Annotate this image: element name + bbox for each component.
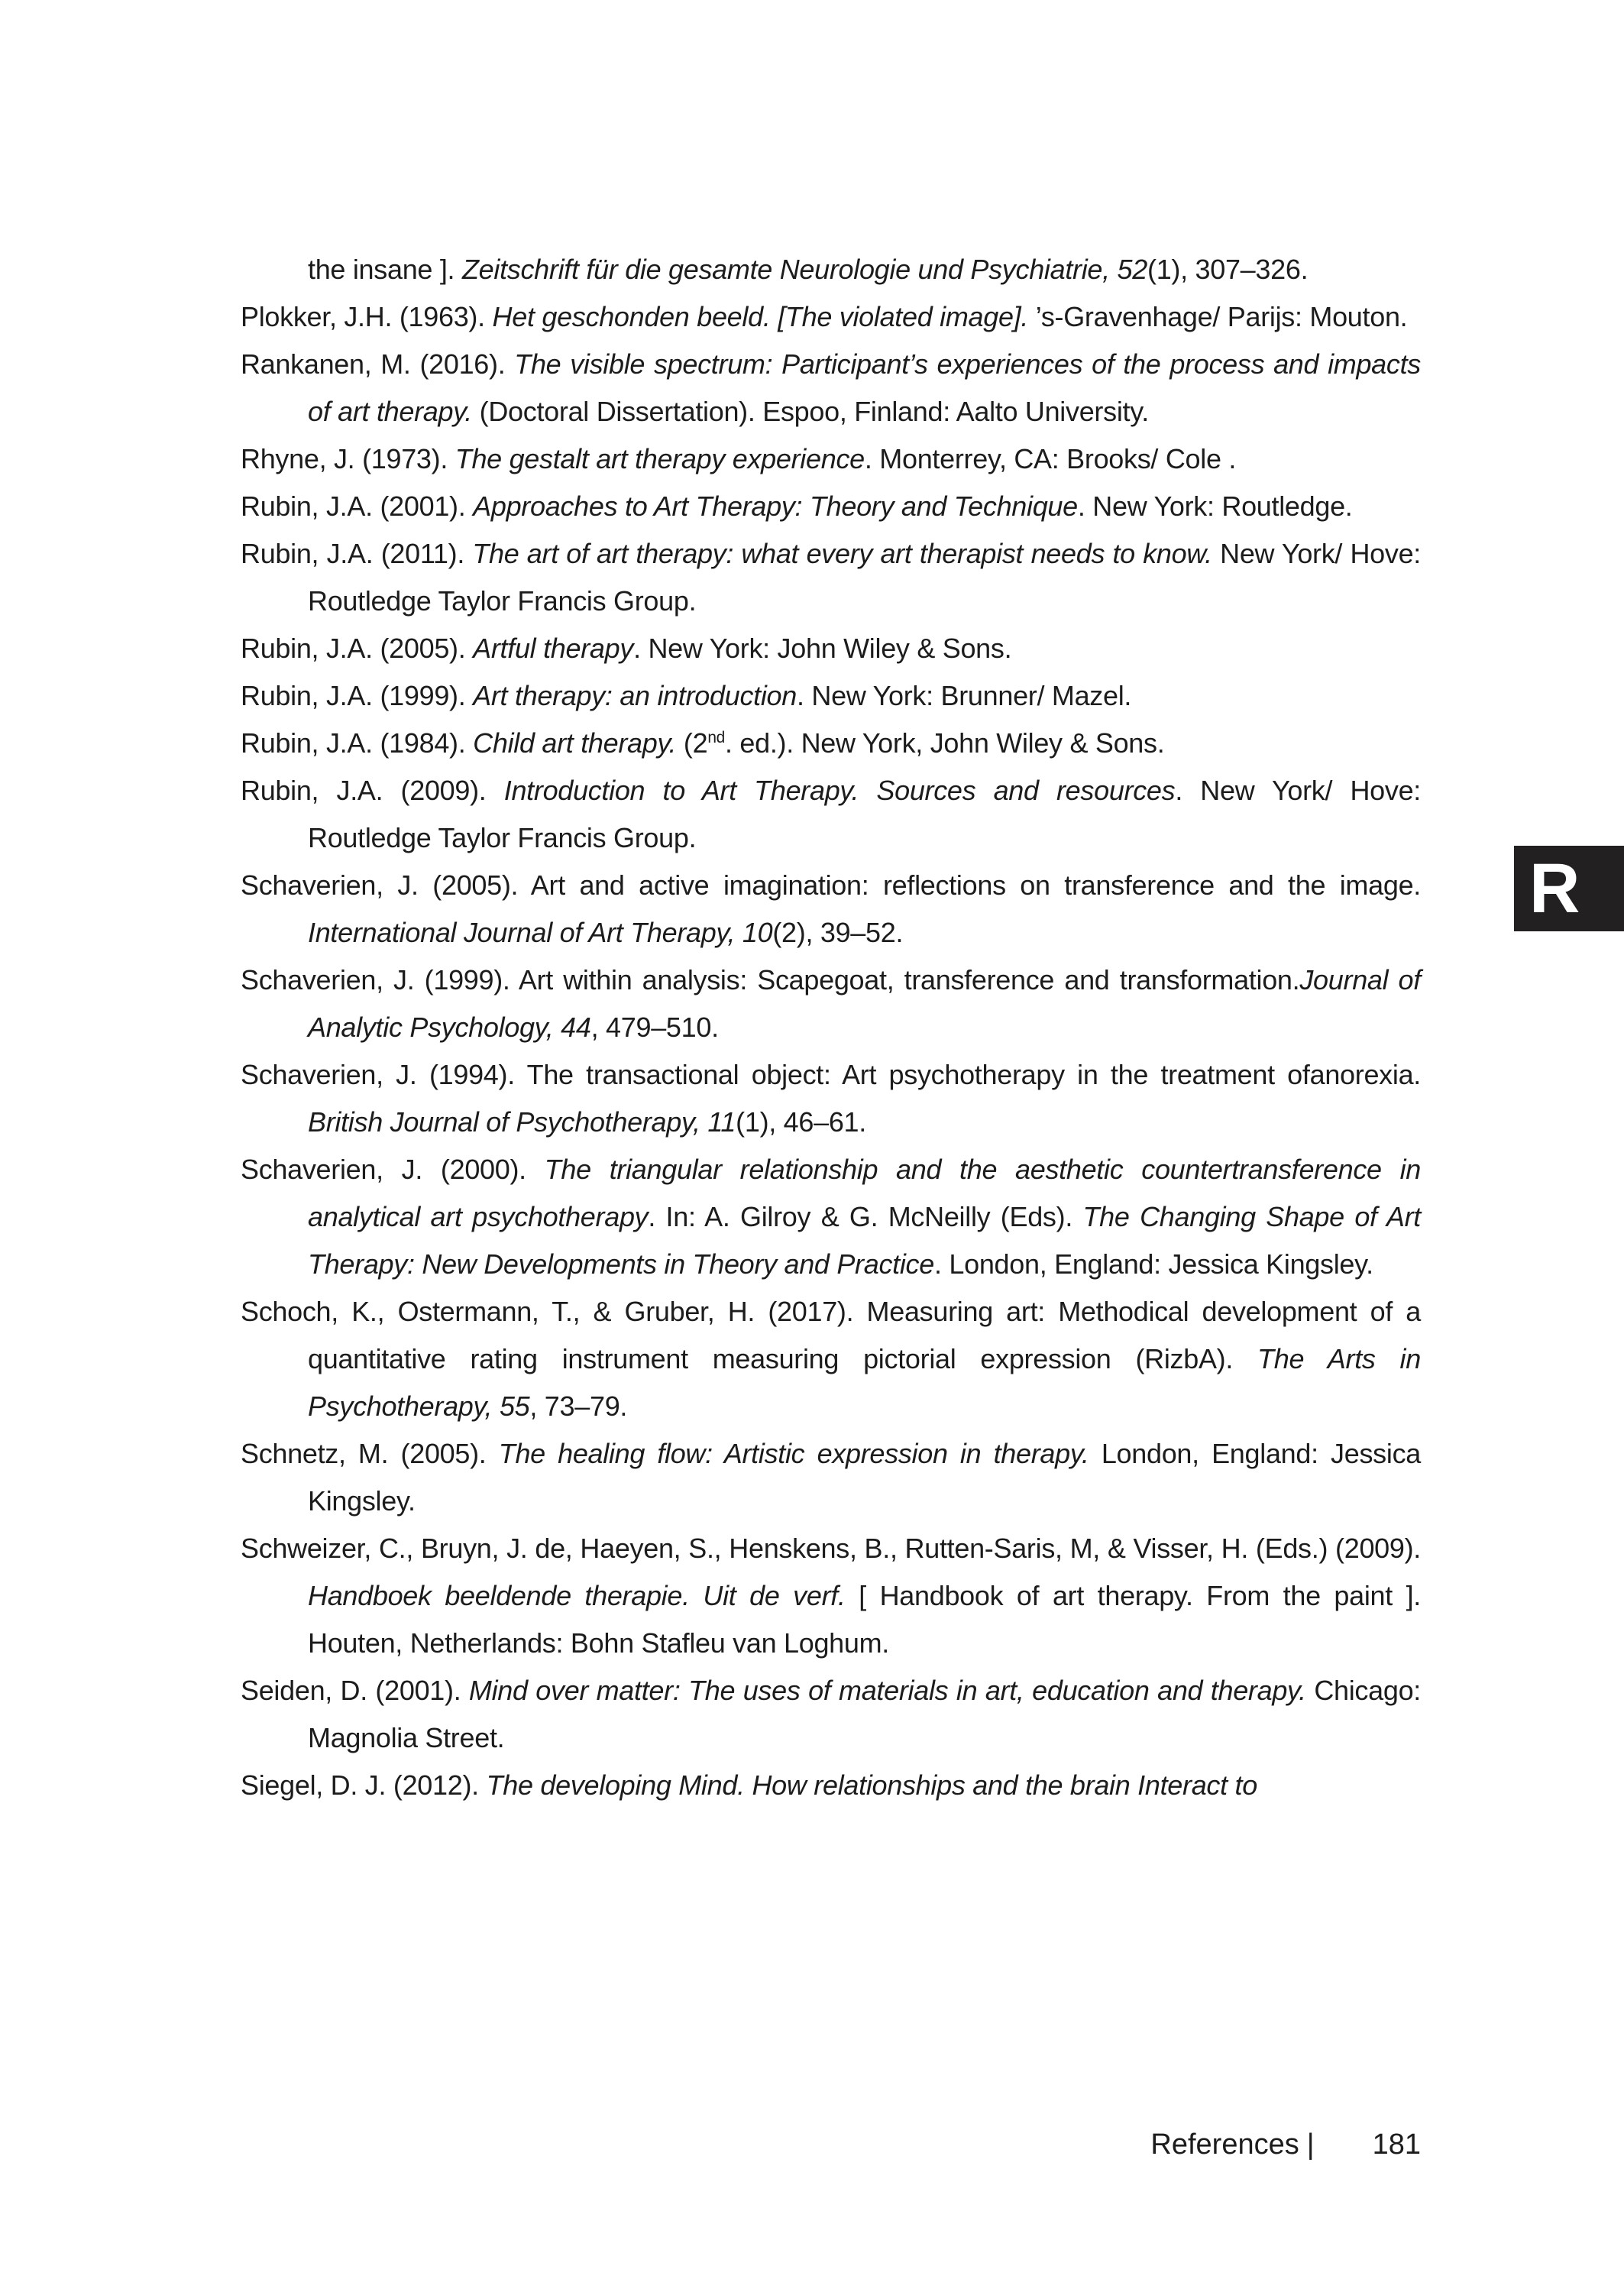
reference-text-segment: Schnetz, M. (2005). bbox=[241, 1438, 499, 1469]
reference-text-segment: Journal of Analytic Psychology, 44 bbox=[308, 964, 1421, 1043]
reference-text-segment: Artful therapy bbox=[473, 633, 634, 664]
reference-entry bbox=[241, 483, 1421, 530]
reference-text-segment: Rankanen, M. (2016). bbox=[241, 348, 515, 380]
reference-text-segment: (2 bbox=[683, 727, 708, 759]
reference-text-segment: Schaverien, J. (2000). bbox=[241, 1154, 545, 1185]
reference-text-segment: the insane ]. bbox=[308, 254, 462, 285]
reference-text-segment: The healing flow: Artistic expression in therapy. bbox=[498, 1438, 1102, 1469]
reference-text-segment: Child art therapy. bbox=[473, 727, 684, 759]
reference-text-segment: Schoch, K., Ostermann, T., & Gruber, H. (2017). Measuring art: Methodical development of a quantitative rating instrument measuring pictorial expression (RizbA). bbox=[241, 1296, 1421, 1374]
reference-text-segment: Schweizer, C., Bruyn, J. de, Haeyen, S., Henskens, B., Rutten-Saris, M, & Visser, H. (Eds.) (2009). bbox=[241, 1533, 1421, 1564]
reference-text-segment: . New York: John Wiley & Sons. bbox=[633, 633, 1012, 664]
reference-text-segment: Schaverien, J. (1994). The transactional object: Art psychotherapy in the treatment ofanorexia. bbox=[241, 1059, 1421, 1090]
footer-page-number: 181 bbox=[1372, 2129, 1421, 2161]
reference-text-segment: Rubin, J.A. (1984). bbox=[241, 727, 474, 759]
reference-text-segment: [ Handbook of art therapy. From the paint ]. Houten, Netherlands: Bohn Stafleu van Loghum. bbox=[308, 1580, 1421, 1659]
reference-text-segment: Het geschonden beeld. [The violated image]. bbox=[492, 301, 1036, 332]
reference-entry bbox=[241, 1288, 1421, 1430]
reference-text-segment: . Monterrey, CA: Brooks/ Cole . bbox=[864, 443, 1237, 474]
reference-text-segment: Siegel, D. J. (2012). bbox=[241, 1769, 487, 1801]
reference-text-segment: . London, England: Jessica Kingsley. bbox=[933, 1248, 1373, 1280]
reference-text-segment: The art of art therapy: what every art therapist needs to know. bbox=[472, 538, 1221, 569]
reference-text-segment: The triangular relationship and the aesthetic countertransference in analytical art psychotherapy bbox=[308, 1154, 1422, 1232]
reference-text-segment: Zeitschrift für die gesamte Neurologie und Psychiatrie, 52 bbox=[461, 254, 1148, 285]
reference-text-segment: International Journal of Art Therapy, 10 bbox=[308, 917, 773, 948]
reference-text-segment: The developing Mind. How relationships and the brain Interact to bbox=[486, 1769, 1257, 1801]
reference-text-segment: Rubin, J.A. (2011). bbox=[241, 538, 473, 569]
reference-text-segment: The visible spectrum: Participant’s experiences of the process and impacts of art therapy. bbox=[308, 348, 1422, 427]
reference-entry bbox=[241, 341, 1421, 435]
reference-entry bbox=[241, 862, 1421, 957]
reference-text-segment: , 479–510. bbox=[590, 1012, 719, 1043]
reference-text-segment: Art therapy: an introduction bbox=[473, 680, 797, 711]
footer-section-label: References bbox=[1150, 2129, 1299, 2161]
reference-text-segment: Rhyne, J. (1973). bbox=[241, 443, 455, 474]
reference-text-segment: (2), 39–52. bbox=[772, 917, 904, 948]
chapter-index-tab bbox=[1514, 846, 1624, 931]
reference-entry bbox=[241, 293, 1421, 341]
reference-text-segment: Handboek beeldende therapie. Uit de verf. bbox=[308, 1580, 859, 1611]
reference-text-segment: Schaverien, J. (1999). Art within analysis: Scapegoat, transference and transformation. bbox=[241, 964, 1300, 995]
reference-text-segment: Seiden, D. (2001). bbox=[241, 1675, 469, 1706]
reference-text-segment: . New York: Routledge. bbox=[1077, 490, 1353, 522]
reference-entry bbox=[241, 625, 1421, 672]
reference-text-segment: Rubin, J.A. (2001). bbox=[241, 490, 474, 522]
reference-text-segment: Rubin, J.A. (2005). bbox=[241, 633, 474, 664]
reference-text-segment: New York/ Hove: Routledge Taylor Francis Group. bbox=[308, 538, 1422, 617]
reference-text-segment: Introduction to Art Therapy. Sources and resources bbox=[503, 775, 1176, 806]
reference-text-segment: (1), 307–326. bbox=[1147, 254, 1309, 285]
reference-entry bbox=[241, 957, 1421, 1051]
reference-text-segment: Chicago: Magnolia Street. bbox=[308, 1675, 1421, 1753]
reference-text-segment: , 73–79. bbox=[529, 1390, 628, 1422]
page-footer bbox=[1150, 2125, 1421, 2164]
reference-entry bbox=[241, 435, 1421, 483]
reference-text-segment: Schaverien, J. (2005). Art and active imagination: reflections on transference and the image. bbox=[241, 869, 1421, 901]
reference-entry bbox=[241, 1667, 1421, 1762]
reference-entry bbox=[241, 767, 1421, 862]
reference-entry-continuation bbox=[241, 246, 1421, 293]
reference-entry bbox=[241, 530, 1421, 625]
reference-entry bbox=[241, 672, 1421, 720]
reference-entry bbox=[241, 1762, 1421, 1809]
reference-entry bbox=[241, 1146, 1421, 1288]
reference-text-segment: The gestalt art therapy experience bbox=[455, 443, 865, 474]
reference-text-segment: (1), 46–61. bbox=[736, 1106, 866, 1138]
reference-text-segment: The Arts in Psychotherapy, 55 bbox=[308, 1343, 1421, 1422]
reference-text-segment: Approaches to Art Therapy: Theory and Technique bbox=[473, 490, 1078, 522]
references-list bbox=[241, 246, 1421, 1809]
reference-entry bbox=[241, 1430, 1421, 1525]
reference-text-segment: (Doctoral Dissertation). Espoo, Finland: Aalto University. bbox=[479, 396, 1149, 427]
reference-text-segment: . In: A. Gilroy & G. McNeilly (Eds). bbox=[648, 1201, 1083, 1232]
reference-text-segment: The Changing Shape of Art Therapy: New Developments in Theory and Practice bbox=[308, 1201, 1421, 1280]
chapter-index-tab-letter: R bbox=[1529, 850, 1580, 927]
reference-text-segment: London, England: Jessica Kingsley. bbox=[308, 1438, 1421, 1517]
reference-text-segment: Plokker, J.H. (1963). bbox=[241, 301, 493, 332]
reference-text-segment: Rubin, J.A. (1999). bbox=[241, 680, 474, 711]
reference-text-segment: Mind over matter: The uses of materials in art, education and therapy. bbox=[468, 1675, 1315, 1706]
reference-entry bbox=[241, 1051, 1421, 1146]
reference-text-segment: . New York: Brunner/ Mazel. bbox=[797, 680, 1132, 711]
reference-entry bbox=[241, 720, 1421, 767]
reference-text-segment: ’s-Gravenhage/ Parijs: Mouton. bbox=[1035, 301, 1408, 332]
superscript-ordinal: nd bbox=[707, 729, 725, 746]
reference-text-segment: British Journal of Psychotherapy, 11 bbox=[308, 1106, 736, 1138]
reference-text-segment: Rubin, J.A. (2009). bbox=[241, 775, 504, 806]
reference-text-segment: . New York/ Hove: Routledge Taylor Francis Group. bbox=[308, 775, 1421, 853]
reference-text-segment: . ed.). New York, John Wiley & Sons. bbox=[724, 727, 1165, 759]
footer-separator: | bbox=[1306, 2129, 1315, 2161]
reference-entry bbox=[241, 1525, 1421, 1667]
